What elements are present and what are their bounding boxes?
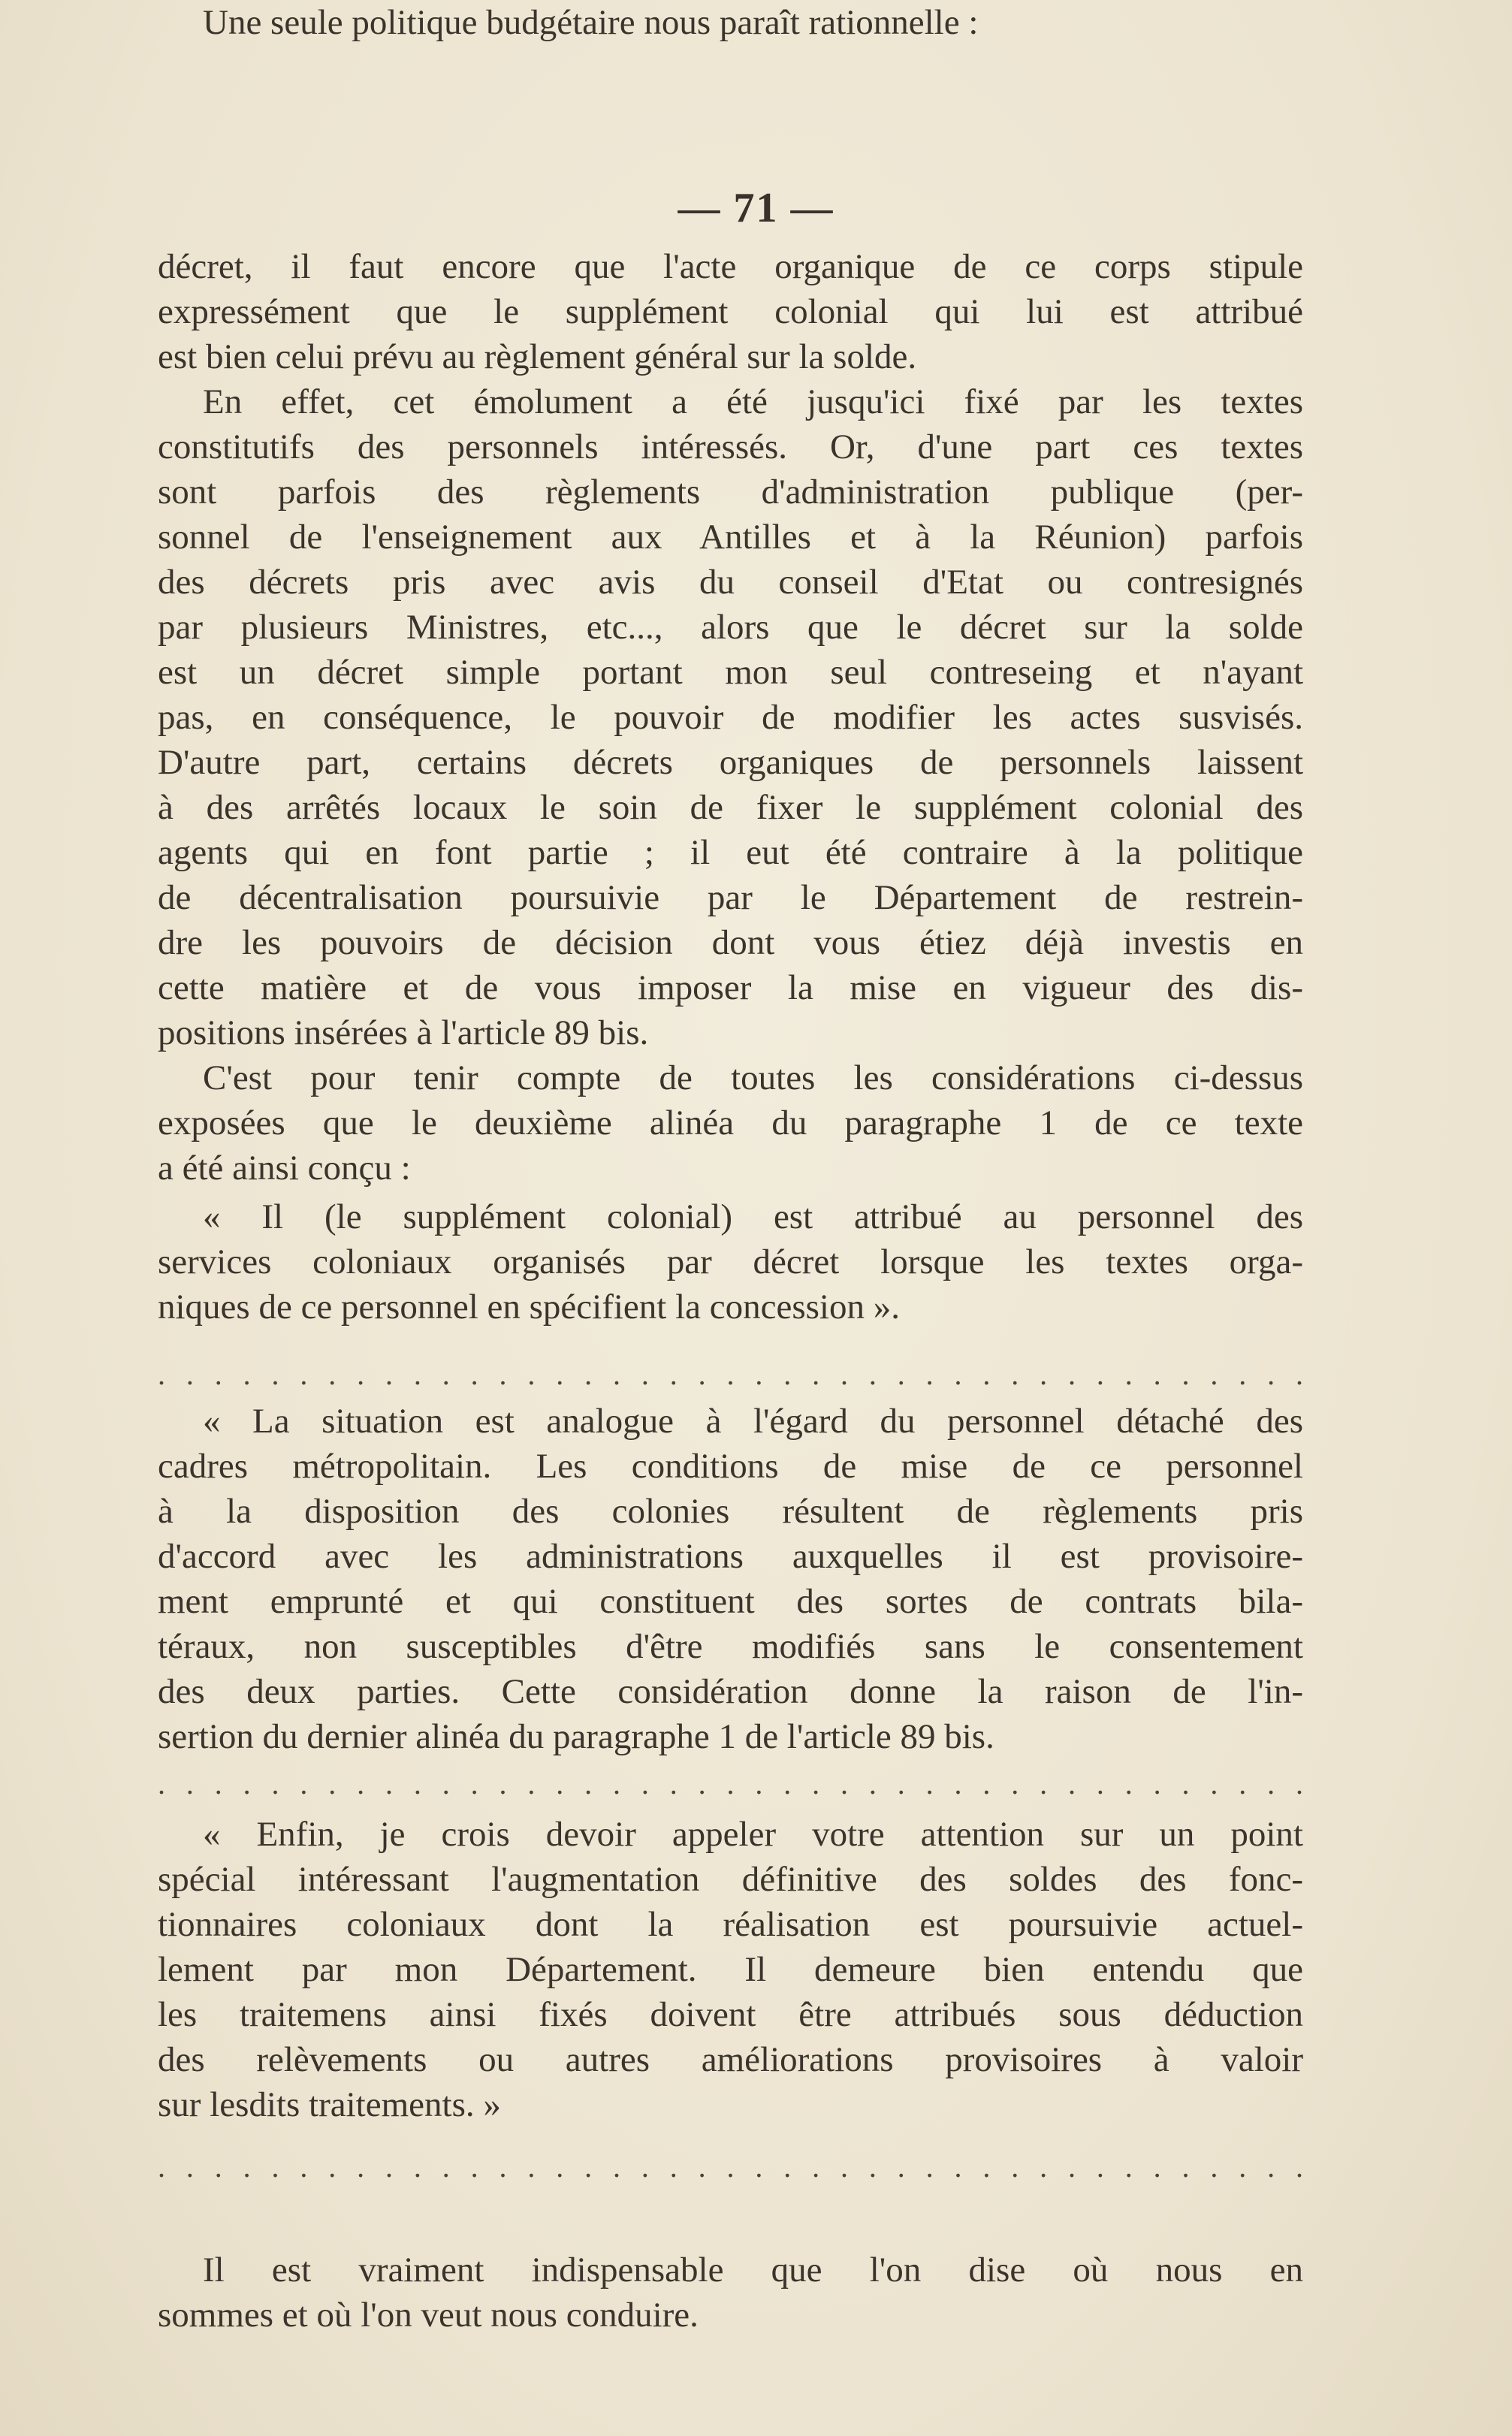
paragraph — [158, 244, 1303, 379]
text-line: C'est pour tenir compte de toutes les considérations ci-dessus — [203, 1058, 1303, 1097]
text-line: sonnel de l'enseignement aux Antilles et à la Réunion) parfois — [158, 518, 1303, 557]
paragraph — [158, 379, 1303, 1055]
paragraph — [158, 1055, 1303, 1191]
text-line: a été ainsi conçu : — [158, 1149, 411, 1188]
text-line: cette matière et de vous imposer la mise en vigueur des dis- — [158, 968, 1303, 1007]
ellipsis-separator: . . . . . . . . . . . . . . . . . . . . . . . . . . . . . . . . . . . . . . . . . — [158, 1767, 1303, 1801]
text-line: est bien celui prévu au règlement général sur la solde. — [158, 337, 917, 376]
text-line: agents qui en font partie ; il eut été contraire à la politique — [158, 833, 1303, 872]
text-line: spécial intéressant l'augmentation définitive des soldes des fonc- — [158, 1860, 1303, 1899]
text-line: exposées que le deuxième alinéa du paragraphe 1 de ce texte — [158, 1103, 1303, 1143]
text-line: à la disposition des colonies résultent de règlements pris — [158, 1492, 1303, 1531]
ellipsis-separator: . . . . . . . . . . . . . . . . . . . . . . . . . . . . . . . . . . . . . . . . . — [158, 1357, 1303, 1391]
text-line: des deux parties. Cette considération donne la raison de l'in- — [158, 1672, 1303, 1711]
text-line: constitutifs des personnels intéressés. Or, d'une part ces textes — [158, 427, 1303, 466]
text-line: expressément que le supplément colonial qui lui est attribué — [158, 292, 1303, 331]
text-line: de décentralisation poursuivie par le Département de restrein- — [158, 878, 1303, 917]
text-line: cadres métropolitain. Les conditions de mise de ce personnel — [158, 1447, 1303, 1486]
text-line: « Il (le supplément colonial) est attribué au personnel des — [203, 1197, 1303, 1236]
text-line: des décrets pris avec avis du conseil d'Etat ou contresignés — [158, 563, 1303, 602]
paragraph — [158, 1399, 1303, 1759]
text-line: ment emprunté et qui constituent des sortes de contrats bila- — [158, 1582, 1303, 1621]
text-line: dre les pouvoirs de décision dont vous étiez déjà investis en — [158, 923, 1303, 962]
text-line: sommes et où l'on veut nous conduire. — [158, 2296, 699, 2335]
paragraph — [158, 1194, 1303, 1330]
text-line: En effet, cet émolument a été jusqu'ici fixé par les textes — [203, 382, 1303, 421]
text-line: Une seule politique budgétaire nous paraît rationnelle : — [203, 3, 979, 42]
text-line: pas, en conséquence, le pouvoir de modifier les actes susvisés. — [158, 698, 1303, 737]
paragraph — [158, 2247, 1303, 2338]
text-line: à des arrêtés locaux le soin de fixer le supplément colonial des — [158, 788, 1303, 827]
page-number: — 71 — — [678, 185, 834, 231]
text-line: D'autre part, certains décrets organiques de personnels laissent — [158, 743, 1303, 782]
text-line: par plusieurs Ministres, etc..., alors que le décret sur la solde — [158, 608, 1303, 647]
text-line: sont parfois des règlements d'administration publique (per- — [158, 472, 1303, 512]
text-line: niques de ce personnel en spécifient la concession ». — [158, 1287, 900, 1327]
paragraph — [158, 0, 1303, 45]
text-line: « La situation est analogue à l'égard du personnel détaché des — [203, 1402, 1303, 1441]
text-line: services coloniaux organisés par décret lorsque les textes orga- — [158, 1242, 1303, 1281]
text-line: des relèvements ou autres améliorations provisoires à valoir — [158, 2040, 1303, 2079]
text-line: Il est vraiment indispensable que l'on dise où nous en — [203, 2250, 1303, 2290]
text-line: décret, il faut encore que l'acte organique de ce corps stipule — [158, 247, 1303, 286]
text-line: les traitemens ainsi fixés doivent être attribués sous déduction — [158, 1995, 1303, 2034]
ellipsis-separator: . . . . . . . . . . . . . . . . . . . . . . . . . . . . . . . . . . . . . . . . . — [158, 2150, 1303, 2184]
text-line: sertion du dernier alinéa du paragraphe 1 de l'article 89 bis. — [158, 1717, 994, 1756]
paragraph — [158, 1812, 1303, 2127]
text-line: « Enfin, je crois devoir appeler votre attention sur un point — [203, 1815, 1303, 1854]
text-line: d'accord avec les administrations auxquelles il est provisoire- — [158, 1537, 1303, 1576]
text-line: tionnaires coloniaux dont la réalisation est poursuivie actuel- — [158, 1905, 1303, 1944]
text-line: est un décret simple portant mon seul contreseing et n'ayant — [158, 653, 1303, 692]
text-line: positions insérées à l'article 89 bis. — [158, 1013, 649, 1052]
text-line: sur lesdits traitements. » — [158, 2085, 501, 2124]
text-line: téraux, non susceptibles d'être modifiés sans le consentement — [158, 1627, 1303, 1666]
text-line: lement par mon Département. Il demeure bien entendu que — [158, 1950, 1303, 1989]
